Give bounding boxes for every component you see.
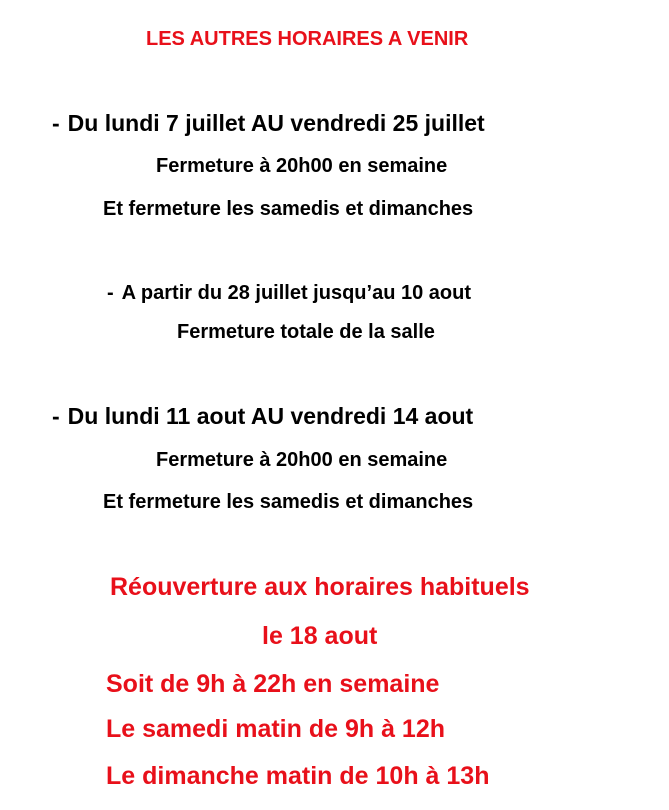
section-3-heading (52, 405, 473, 428)
section-1-line-1: Fermeture à 20h00 en semaine (156, 155, 448, 177)
dash-marker: - (52, 110, 60, 136)
section-1-heading (52, 112, 485, 135)
reopening-line-4: Le samedi matin de 9h à 12h (106, 715, 446, 743)
section-1-line-2: Et fermeture les samedis et dimanches (103, 198, 474, 220)
dash-marker: - (52, 403, 60, 429)
section-2-heading-text: A partir du 28 juillet jusqu’au 10 aout (121, 282, 471, 304)
dash-marker: - (107, 282, 114, 304)
section-3-line-2: Et fermeture les samedis et dimanches (103, 491, 474, 513)
section-3-line-1: Fermeture à 20h00 en semaine (156, 449, 448, 471)
section-1-heading-text: Du lundi 7 juillet AU vendredi 25 juillet (67, 110, 485, 136)
section-3-heading-text: Du lundi 11 aout AU vendredi 14 aout (67, 403, 474, 429)
reopening-line-5: Le dimanche matin de 10h à 13h (106, 762, 490, 790)
page-title: LES AUTRES HORAIRES A VENIR (146, 28, 469, 50)
section-2-line-1: Fermeture totale de la salle (177, 321, 435, 343)
section-2-heading (107, 283, 471, 303)
reopening-line-1: Réouverture aux horaires habituels (110, 573, 530, 601)
reopening-line-2: le 18 aout (262, 622, 378, 650)
reopening-line-3: Soit de 9h à 22h en semaine (106, 670, 440, 698)
